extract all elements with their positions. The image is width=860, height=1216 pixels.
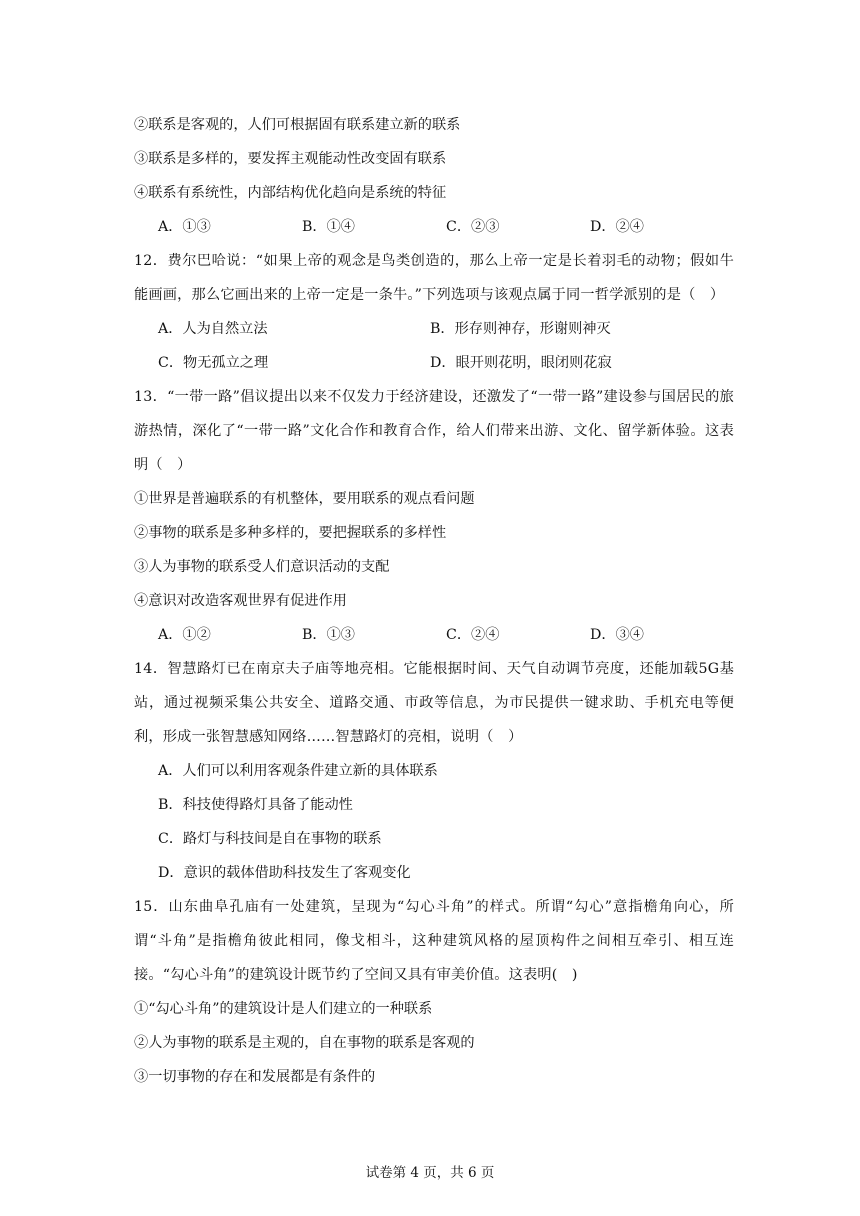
q13-option-c: C．②④ <box>446 627 500 643</box>
q11-option-d: D．②④ <box>590 219 644 235</box>
q13-option-d: D．③④ <box>590 627 644 643</box>
q13-item-2: ②事物的联系是多种多样的，要把握联系的多样性 <box>134 525 447 541</box>
q14-option-b: B．科技使得路灯具备了能动性 <box>158 797 353 813</box>
q12-option-c: C．物无孤立之理 <box>158 355 269 371</box>
q12-option-a: A．人为自然立法 <box>158 321 268 337</box>
q11-item-3: ③联系是多样的，要发挥主观能动性改变固有联系 <box>134 151 447 167</box>
q13-option-b: B．①③ <box>302 627 355 643</box>
q14-option-a: A．人们可以利用客观条件建立新的具体联系 <box>158 763 438 779</box>
q15-stem: 15．山东曲阜孔庙有一处建筑，呈现为“勾心斗角”的样式。所谓“勾心”意指檐角向心，所谓“斗角”是指檐角彼此相同，像戈相斗，这种建筑风格的屋顶构件之间相互牵引、相互连接。“勾心斗角”的建筑设计既节约了空间又具有审美价值。这表明( ) <box>134 899 734 983</box>
page-footer: 试卷第 4 页，共 6 页 <box>365 1165 495 1181</box>
q14-option-d: D．意识的载体借助科技发生了客观变化 <box>158 865 411 881</box>
q11-option-b: B．①④ <box>302 219 355 235</box>
q11-option-a: A．①③ <box>158 219 211 235</box>
q12-option-d: D．眼开则花明，眼闭则花寂 <box>430 355 612 371</box>
q11-item-2: ②联系是客观的，人们可根据固有联系建立新的联系 <box>134 117 461 133</box>
q13-stem: 13．“一带一路”倡议提出以来不仅发力于经济建设，还激发了“一带一路”建设参与国居民的旅游热情，深化了“一带一路”文化合作和教育合作，给人们带来出游、文化、留学新体验。这表明（ ） <box>134 389 734 473</box>
q11-options <box>134 210 734 244</box>
q13-options <box>134 618 734 652</box>
q12-stem: 12．费尔巴哈说：“如果上帝的观念是鸟类创造的，那么上帝一定是长着羽毛的动物；假如牛能画画，那么它画出来的上帝一定是一条牛。”下列选项与该观点属于同一哲学派别的是（ ） <box>134 253 734 303</box>
page-content <box>134 108 734 1094</box>
q13-item-1: ①世界是普遍联系的有机整体，要用联系的观点看问题 <box>134 491 475 507</box>
q15-item-2: ②人为事物的联系是主观的，自在事物的联系是客观的 <box>134 1035 475 1051</box>
q12-options-row2 <box>134 346 734 380</box>
q13-item-3: ③人为事物的联系受人们意识活动的支配 <box>134 559 390 575</box>
q12-options-row1 <box>134 312 734 346</box>
q11-item-4: ④联系有系统性，内部结构优化趋向是系统的特征 <box>134 185 447 201</box>
q13-item-4: ④意识对改造客观世界有促进作用 <box>134 593 347 609</box>
q15-item-3: ③一切事物的存在和发展都是有条件的 <box>134 1069 376 1085</box>
q13-option-a: A．①② <box>158 627 211 643</box>
q15-item-1: ①“勾心斗角”的建筑设计是人们建立的一种联系 <box>134 1001 433 1017</box>
q14-stem: 14．智慧路灯已在南京夫子庙等地亮相。它能根据时间、天气自动调节亮度，还能加载5G基站，通过视频采集公共安全、道路交通、市政等信息，为市民提供一键求助、手机充电等便利，形成一张智慧感知网络……智慧路灯的亮相，说明（ ） <box>134 661 734 745</box>
q11-option-c: C．②③ <box>446 219 500 235</box>
q12-option-b: B．形存则神存，形谢则神灭 <box>430 321 611 337</box>
q14-option-c: C．路灯与科技间是自在事物的联系 <box>158 831 382 847</box>
